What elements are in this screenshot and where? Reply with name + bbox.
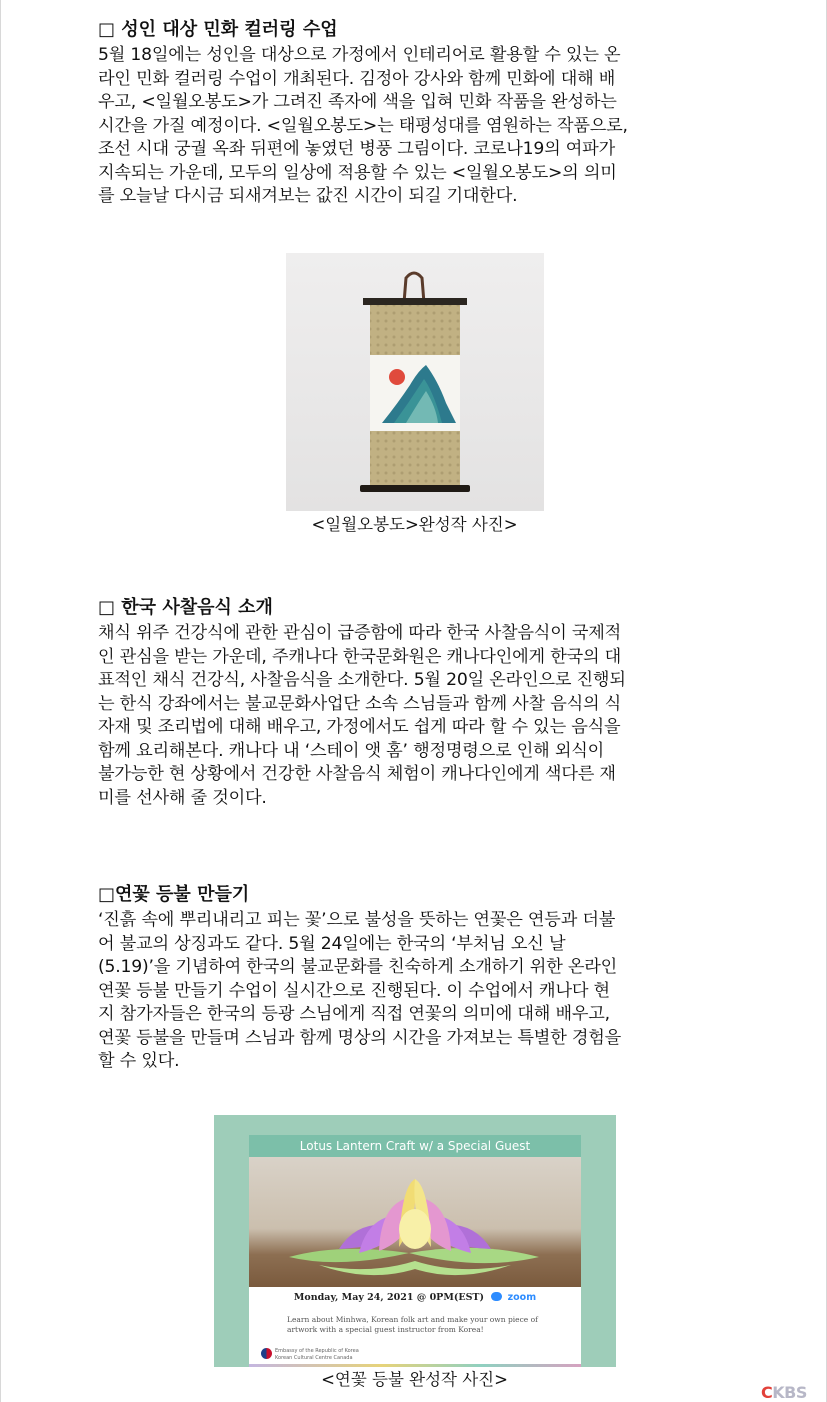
text-line: 채식 위주 건강식에 관한 관심이 급증함에 따라 한국 사찰음식이 국제적 xyxy=(98,623,622,643)
text-line: ‘진흙 속에 뿌리내리고 피는 꽃’으로 불성을 뜻하는 연꽃은 연등과 더불 xyxy=(98,910,616,930)
text-line: 자재 및 조리법에 대해 배우고, 가정에서도 쉽게 따라 할 수 있는 음식을 xyxy=(98,717,621,737)
text-line: 함께 요리해본다. 캐나다 내 ‘스테이 앳 홈’ 행정명령으로 인해 외식이 xyxy=(98,740,605,761)
text-line: 지 참가자들은 한국의 등광 스님에게 직접 연꽃의 의미에 대해 배우고, xyxy=(98,1004,610,1024)
paragraph-temple-food xyxy=(98,622,731,810)
poster-logo-text xyxy=(275,1348,435,1361)
watermark-c: C xyxy=(761,1383,773,1402)
zoom-label: zoom xyxy=(507,1292,537,1303)
poster-date-text: Monday, May 24, 2021 @ 0PM(EST) xyxy=(293,1292,484,1303)
section-title-minhwa: □ 성인 대상 민화 컬러링 수업 xyxy=(98,19,338,40)
text-line: 불가능한 현 상황에서 건강한 사찰음식 체험이 캐나다인에게 색다른 재 xyxy=(98,764,616,784)
poster-date xyxy=(249,1292,581,1303)
text-line: 미를 선사해 줄 것이다. xyxy=(98,787,267,808)
korea-emblem-icon xyxy=(261,1348,272,1359)
poster-description: Learn about Minhwa, Korean folk art and make your own piece of artwork with a special guest instructor from Korea! xyxy=(287,1315,538,1334)
text-line: 시간을 가질 예정이다. <일월오봉도>는 태평성대를 염원하는 작품으로, xyxy=(98,115,628,136)
text-line: 조선 시대 궁궐 옥좌 뒤편에 놓였던 병풍 그림이다. 코로나19의 여파가 xyxy=(98,139,615,159)
text-line: 인 관심을 받는 가운데, 주캐나다 한국문화원은 캐나다인에게 한국의 대 xyxy=(98,646,622,667)
poster-header: Lotus Lantern Craft w/ a Special Guest xyxy=(249,1135,581,1157)
text-line: 라인 민화 컬러링 수업이 개최된다. 김정아 강사와 함께 민화에 대해 배 xyxy=(98,68,616,89)
paragraph-lotus-lantern xyxy=(98,909,731,1074)
kbs-watermark-logo xyxy=(761,1383,807,1402)
text-line: 연꽃 등불을 만들며 스님과 함께 명상의 시간을 가져보는 특별한 경험을 xyxy=(98,1027,622,1048)
poster-color-strip xyxy=(249,1364,581,1367)
poster-logo-line: Embassy of the Republic of Korea xyxy=(275,1348,359,1354)
text-line: (5.19)’을 기념하여 한국의 불교문화를 친숙하게 소개하기 위한 온라인 xyxy=(98,957,618,977)
poster-card xyxy=(249,1135,581,1367)
text-line: 우고, <일월오봉도>가 그려진 족자에 색을 입혀 민화 작품을 완성하는 xyxy=(98,92,617,112)
caption-minhwa-photo: <일월오봉도>완성작 사진> xyxy=(311,515,518,534)
text-line: 5월 18일에는 성인을 대상으로 가정에서 인테리어로 활용할 수 있는 온 xyxy=(98,45,621,65)
section-title-lotus-lantern: □연꽃 등불 만들기 xyxy=(98,884,250,905)
poster-logo-line: Korean Cultural Centre Canada xyxy=(275,1354,353,1361)
text-line: 를 오늘날 다시금 되새겨보는 값진 시간이 되길 기대한다. xyxy=(98,186,518,206)
zoom-icon xyxy=(491,1292,502,1301)
text-line: 지속되는 가운데, 모두의 일상에 적용할 수 있는 <일월오봉도>의 의미 xyxy=(98,162,617,183)
text-line: 할 수 있다. xyxy=(98,1051,180,1071)
lotus-lantern-photo xyxy=(249,1157,581,1287)
text-line: 연꽃 등불 만들기 수업이 실시간으로 진행된다. 이 수업에서 캐나다 현 xyxy=(98,980,610,1001)
text-line: 표적인 채식 건강식, 사찰음식을 소개한다. 5월 20일 온라인으로 진행되 xyxy=(98,670,626,690)
paragraph-minhwa xyxy=(98,44,731,209)
ilwol-obongdo-scroll-photo xyxy=(286,253,544,511)
caption-lotus-photo: <연꽃 등불 완성작 사진> xyxy=(321,1370,508,1389)
watermark-kbs: KBS xyxy=(772,1383,807,1402)
section-title-temple-food: □ 한국 사찰음식 소개 xyxy=(98,597,273,618)
text-line: 는 한식 강좌에서는 불교문화사업단 소속 스님들과 함께 사찰 음식의 식 xyxy=(98,693,622,714)
text-line: 어 불교의 상징과도 같다. 5월 24일에는 한국의 ‘부처님 오신 날 xyxy=(98,933,566,954)
lotus-lantern-poster xyxy=(214,1115,616,1367)
